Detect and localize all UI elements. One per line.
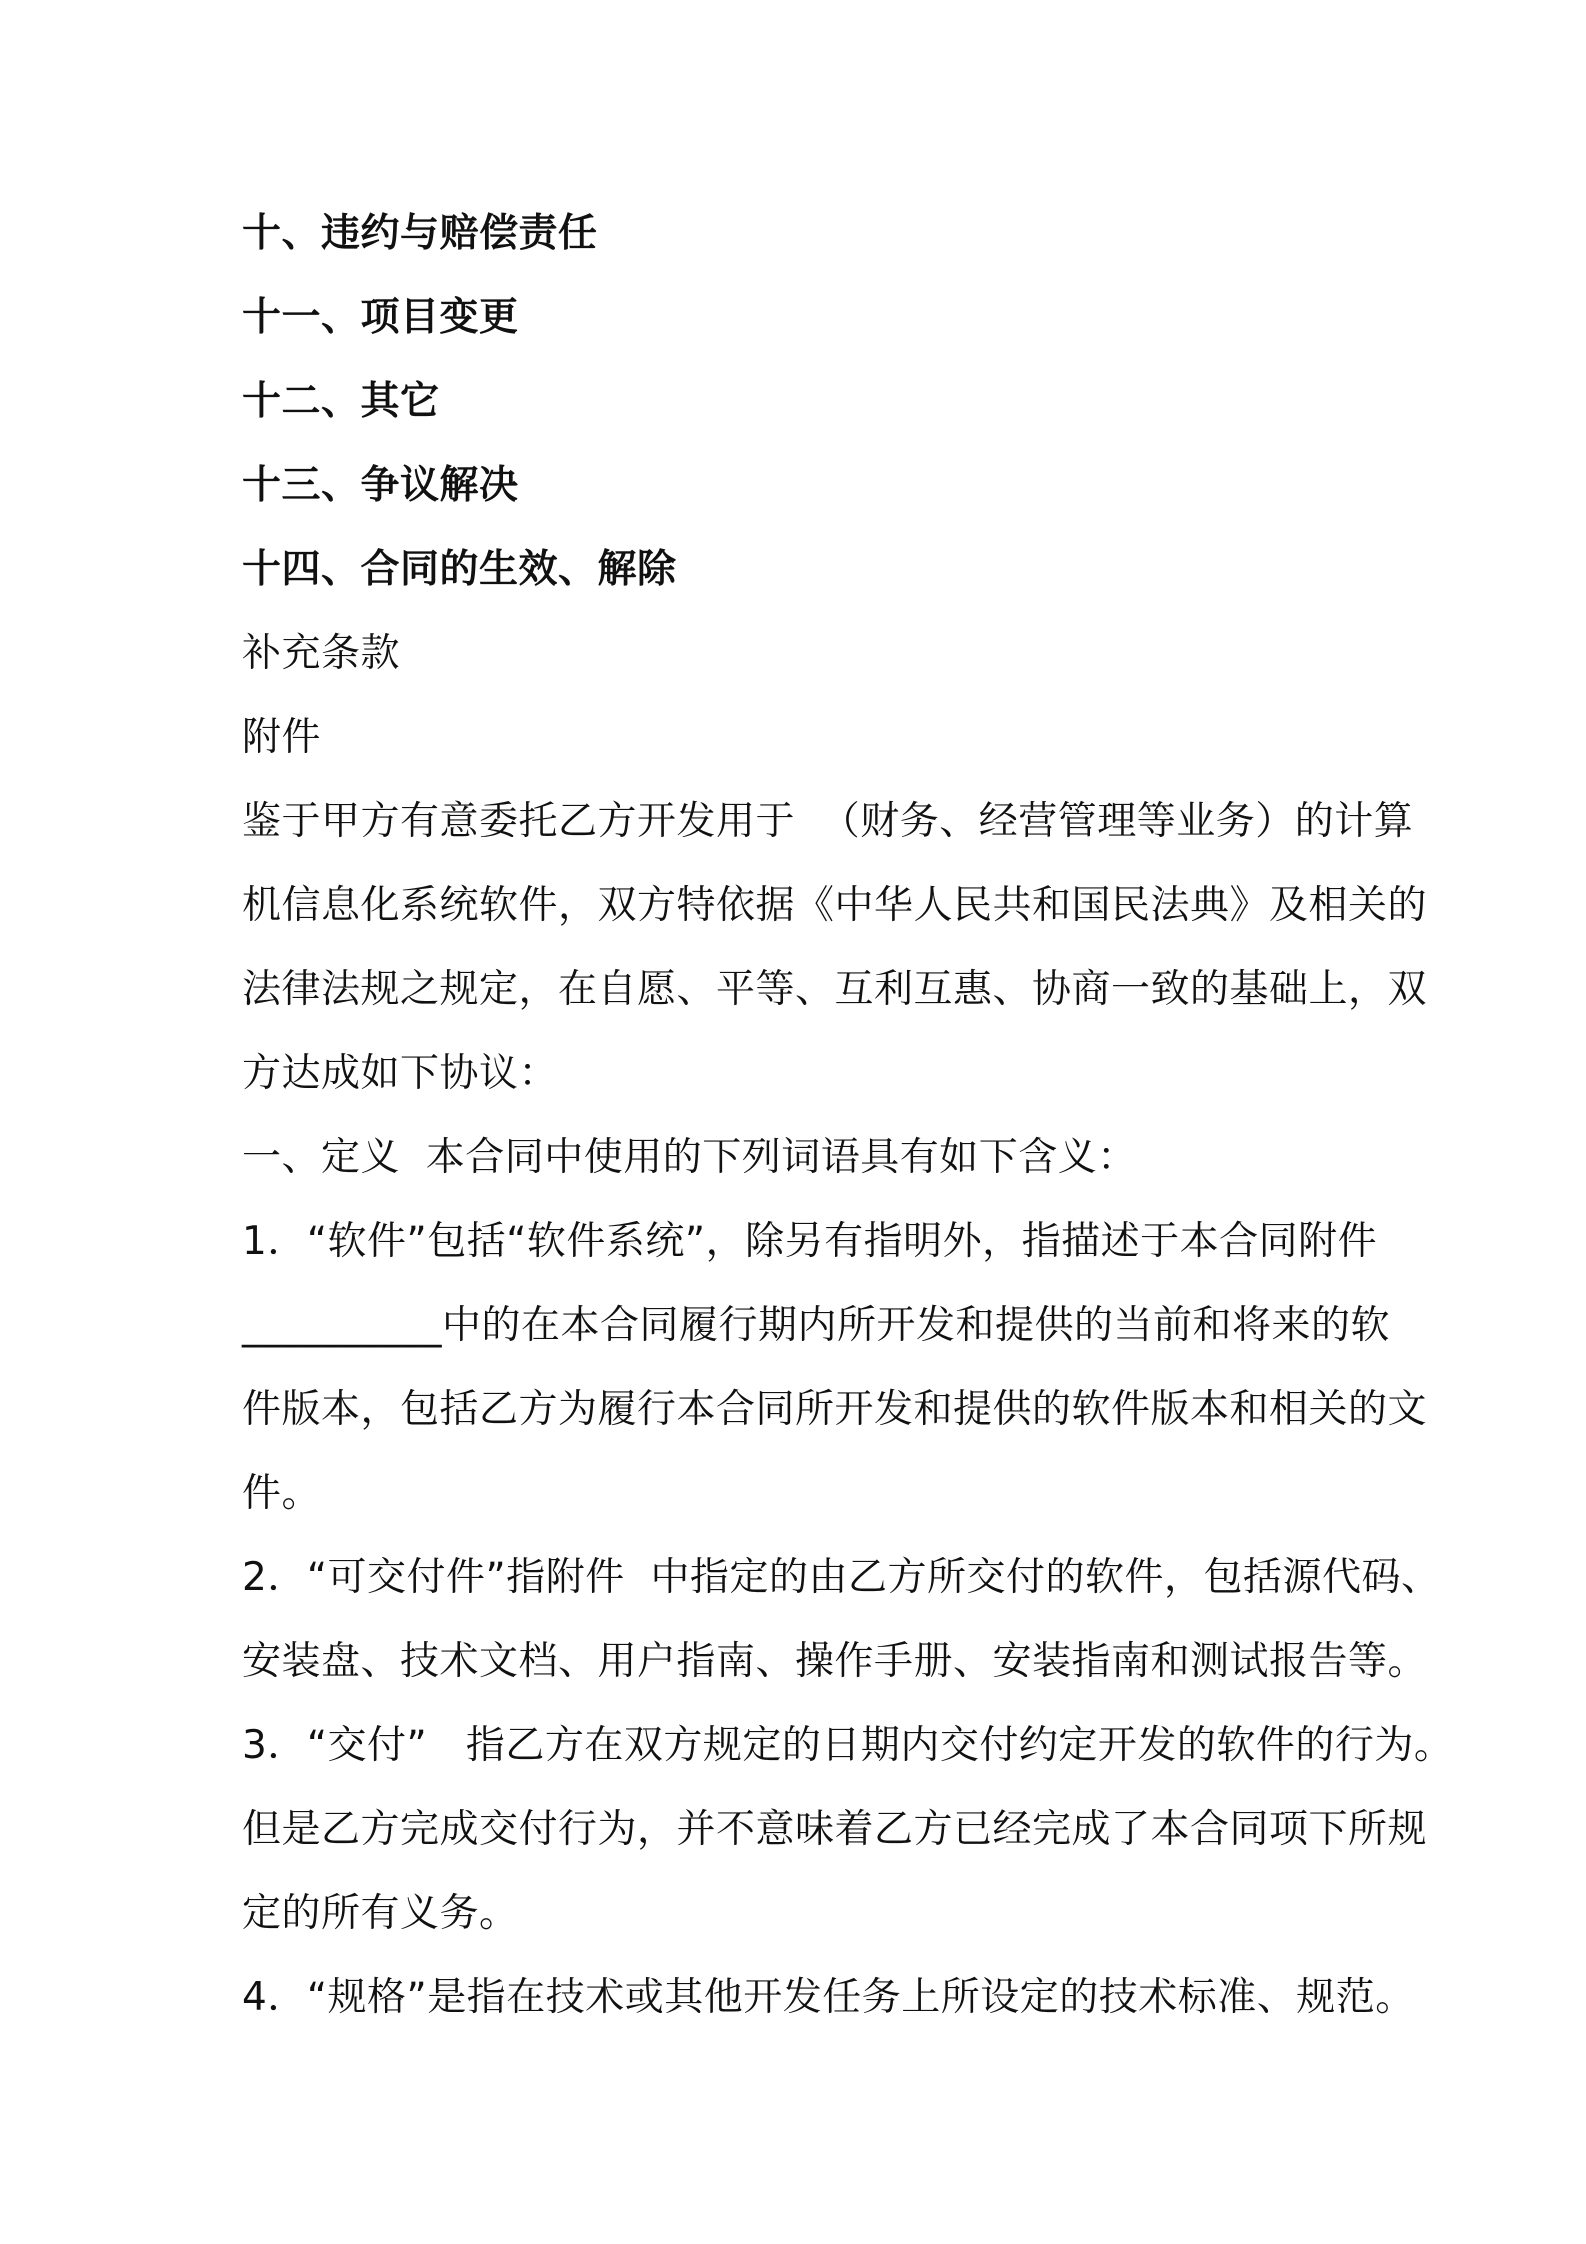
- preamble-line: 法律法规之规定，在自愿、平等、互利互惠、协商一致的基础上，双: [242, 967, 1428, 1012]
- definition-1-line: 件版本，包括乙方为履行本合同所开发和提供的软件版本和相关的文: [242, 1387, 1428, 1432]
- toc-item-12: 十二、其它: [242, 379, 440, 424]
- preamble-line: 方达成如下协议：: [242, 1051, 559, 1096]
- definition-2-line: 安装盘、技术文档、用户指南、操作手册、安装指南和测试报告等。: [242, 1639, 1428, 1684]
- document-body: [242, 192, 1454, 2040]
- definition-3-line: 定的所有义务。: [242, 1891, 519, 1936]
- toc-item-10: 十、违约与赔偿责任: [242, 211, 598, 256]
- definition-3-line: 但是乙方完成交付行为，并不意味着乙方已经完成了本合同项下所规: [242, 1807, 1428, 1852]
- preamble-line: 鉴于甲方有意委托乙方开发用于 （财务、经营管理等业务）的计算: [242, 799, 1414, 844]
- toc-item-14: 十四、合同的生效、解除: [242, 547, 677, 592]
- toc-item-13: 十三、争议解决: [242, 463, 519, 508]
- definition-1-line: 1．“软件”包括“软件系统”，除另有指明外，指描述于本合同附件: [242, 1219, 1378, 1264]
- definition-2-line: 2．“可交付件”指附件 中指定的由乙方所交付的软件，包括源代码、: [242, 1555, 1441, 1600]
- supplementary-terms-label: 补充条款: [242, 631, 401, 676]
- toc-item-11: 十一、项目变更: [242, 295, 519, 340]
- preamble-line: 机信息化系统软件，双方特依据《中华人民共和国民法典》及相关的: [242, 883, 1428, 928]
- definition-1-line: 件。: [242, 1471, 322, 1516]
- definition-3-line: 3．“交付” 指乙方在双方规定的日期内交付约定开发的软件的行为。: [242, 1723, 1454, 1768]
- section-one-heading: 一、定义 本合同中使用的下列词语具有如下含义：: [242, 1135, 1137, 1180]
- definition-4-line: 4．“规格”是指在技术或其他开发任务上所设定的技术标准、规范。: [242, 1975, 1415, 2020]
- definition-1-line: __________中的在本合同履行期内所开发和提供的当前和将来的软: [242, 1303, 1391, 1348]
- attachment-label: 附件: [242, 715, 322, 760]
